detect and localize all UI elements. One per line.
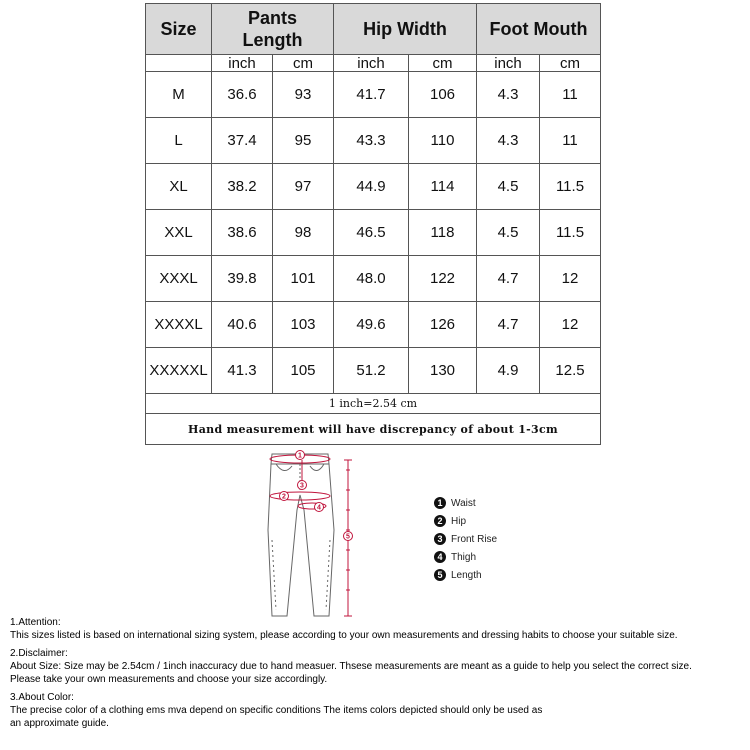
marker-hip-label: 2 <box>282 493 286 501</box>
measurement-cell: 95 <box>273 118 334 164</box>
measurement-cell: 118 <box>409 210 477 256</box>
marker-thigh-label: 4 <box>317 504 321 512</box>
legend-label: Hip <box>451 515 467 527</box>
measurement-cell: 103 <box>273 302 334 348</box>
measurement-cell: 39.8 <box>212 256 273 302</box>
note-text: The precise color of a clothing ems mva depend on specific conditions The items colors depicted should only be used as <box>10 705 543 716</box>
measurement-cell: 97 <box>273 164 334 210</box>
legend-item <box>434 494 497 512</box>
size-cell: XXXL <box>146 256 212 302</box>
header-foot-mouth: Foot Mouth <box>477 4 601 55</box>
unit-cell: cm <box>540 55 601 72</box>
conversion-note: 1 inch=2.54 cm <box>146 394 601 414</box>
measurement-cell: 105 <box>273 348 334 394</box>
note-block <box>10 691 745 730</box>
note-text: About Size: Size may be 2.54cm / 1inch inaccuracy due to hand measuer. Thsese measurements are meant as a guide to help you select the correct size. <box>10 661 692 672</box>
legend-item <box>434 566 497 584</box>
measurement-cell: 101 <box>273 256 334 302</box>
measurement-cell: 43.3 <box>334 118 409 164</box>
legend-number-icon: 2 <box>434 515 446 527</box>
table-row <box>146 256 601 302</box>
measurement-cell: 41.7 <box>334 72 409 118</box>
pants-seam-left <box>272 540 276 610</box>
measurement-cell: 48.0 <box>334 256 409 302</box>
note-block <box>10 647 745 686</box>
measurement-cell: 4.3 <box>477 118 540 164</box>
measurement-cell: 4.9 <box>477 348 540 394</box>
pants-measurement-diagram <box>262 450 362 622</box>
unit-cell: inch <box>334 55 409 72</box>
legend-number-icon: 5 <box>434 569 446 581</box>
measurement-cell: 110 <box>409 118 477 164</box>
measurement-cell: 98 <box>273 210 334 256</box>
pants-right-pocket <box>310 464 324 471</box>
size-cell: XXXXL <box>146 302 212 348</box>
size-chart-table <box>145 3 601 445</box>
size-cell: XL <box>146 164 212 210</box>
measurement-cell: 4.5 <box>477 210 540 256</box>
note-text: an approximate guide. <box>10 718 109 729</box>
measurement-legend <box>434 494 497 584</box>
legend-number-icon: 3 <box>434 533 446 545</box>
measurement-cell: 12.5 <box>540 348 601 394</box>
measurement-cell: 49.6 <box>334 302 409 348</box>
legend-item <box>434 530 497 548</box>
note-heading: 2.Disclaimer: <box>10 648 68 659</box>
table-row <box>146 164 601 210</box>
header-size: Size <box>146 4 212 55</box>
size-cell: M <box>146 72 212 118</box>
measurement-cell: 4.3 <box>477 72 540 118</box>
note-heading: 3.About Color: <box>10 692 74 703</box>
measurement-cell: 12 <box>540 256 601 302</box>
unit-cell: inch <box>212 55 273 72</box>
measurement-cell: 130 <box>409 348 477 394</box>
measurement-cell: 93 <box>273 72 334 118</box>
units-blank-cell <box>146 55 212 72</box>
measurement-cell: 46.5 <box>334 210 409 256</box>
legend-label: Thigh <box>451 551 477 563</box>
size-cell: XXXXXL <box>146 348 212 394</box>
measurement-cell: 51.2 <box>334 348 409 394</box>
measurement-cell: 12 <box>540 302 601 348</box>
unit-cell: inch <box>477 55 540 72</box>
measurement-cell: 126 <box>409 302 477 348</box>
measurement-cell: 4.7 <box>477 302 540 348</box>
table-row <box>146 210 601 256</box>
table-row <box>146 118 601 164</box>
marker-length-label: 5 <box>346 533 350 541</box>
conversion-note-row <box>146 394 601 414</box>
notes-section <box>10 616 745 735</box>
marker-front-rise-label: 3 <box>300 482 304 490</box>
measurement-cell: 41.3 <box>212 348 273 394</box>
measurement-cell: 40.6 <box>212 302 273 348</box>
note-block <box>10 616 745 642</box>
legend-number-icon: 4 <box>434 551 446 563</box>
size-cell: XXL <box>146 210 212 256</box>
measurement-cell: 11 <box>540 72 601 118</box>
size-cell: L <box>146 118 212 164</box>
legend-item <box>434 512 497 530</box>
measurement-cell: 114 <box>409 164 477 210</box>
pants-left-pocket <box>276 464 292 471</box>
measurement-cell: 4.5 <box>477 164 540 210</box>
table-row <box>146 302 601 348</box>
legend-number-icon: 1 <box>434 497 446 509</box>
unit-cell: cm <box>273 55 334 72</box>
header-pants-length: Pants Length <box>212 4 334 55</box>
measurement-cell: 4.7 <box>477 256 540 302</box>
pants-seam-right <box>326 540 330 610</box>
legend-item <box>434 548 497 566</box>
measurement-cell: 11 <box>540 118 601 164</box>
measurement-cell: 11.5 <box>540 164 601 210</box>
measurement-cell: 36.6 <box>212 72 273 118</box>
legend-label: Length <box>451 569 482 581</box>
note-heading: 1.Attention: <box>10 617 61 628</box>
measurement-cell: 38.6 <box>212 210 273 256</box>
table-header-row <box>146 4 601 55</box>
header-hip-width: Hip Width <box>334 4 477 55</box>
measurement-note: Hand measurement will have discrepancy of about 1-3cm <box>146 414 601 445</box>
unit-cell: cm <box>409 55 477 72</box>
table-row <box>146 72 601 118</box>
marker-waist-label: 1 <box>298 452 302 460</box>
measurement-cell: 106 <box>409 72 477 118</box>
note-text: This sizes listed is based on international sizing system, please according to your own measurements and dressing habits to choose your suitable size. <box>10 630 678 641</box>
measurement-note-row <box>146 414 601 445</box>
table-row <box>146 348 601 394</box>
note-text: Please take your own measurements and choose your size accordingly. <box>10 674 328 685</box>
legend-label: Front Rise <box>451 533 498 545</box>
measurement-cell: 38.2 <box>212 164 273 210</box>
measurement-cell: 11.5 <box>540 210 601 256</box>
legend-label: Waist <box>451 497 476 509</box>
measurement-cell: 44.9 <box>334 164 409 210</box>
table-units-row <box>146 55 601 72</box>
measurement-cell: 122 <box>409 256 477 302</box>
measurement-cell: 37.4 <box>212 118 273 164</box>
